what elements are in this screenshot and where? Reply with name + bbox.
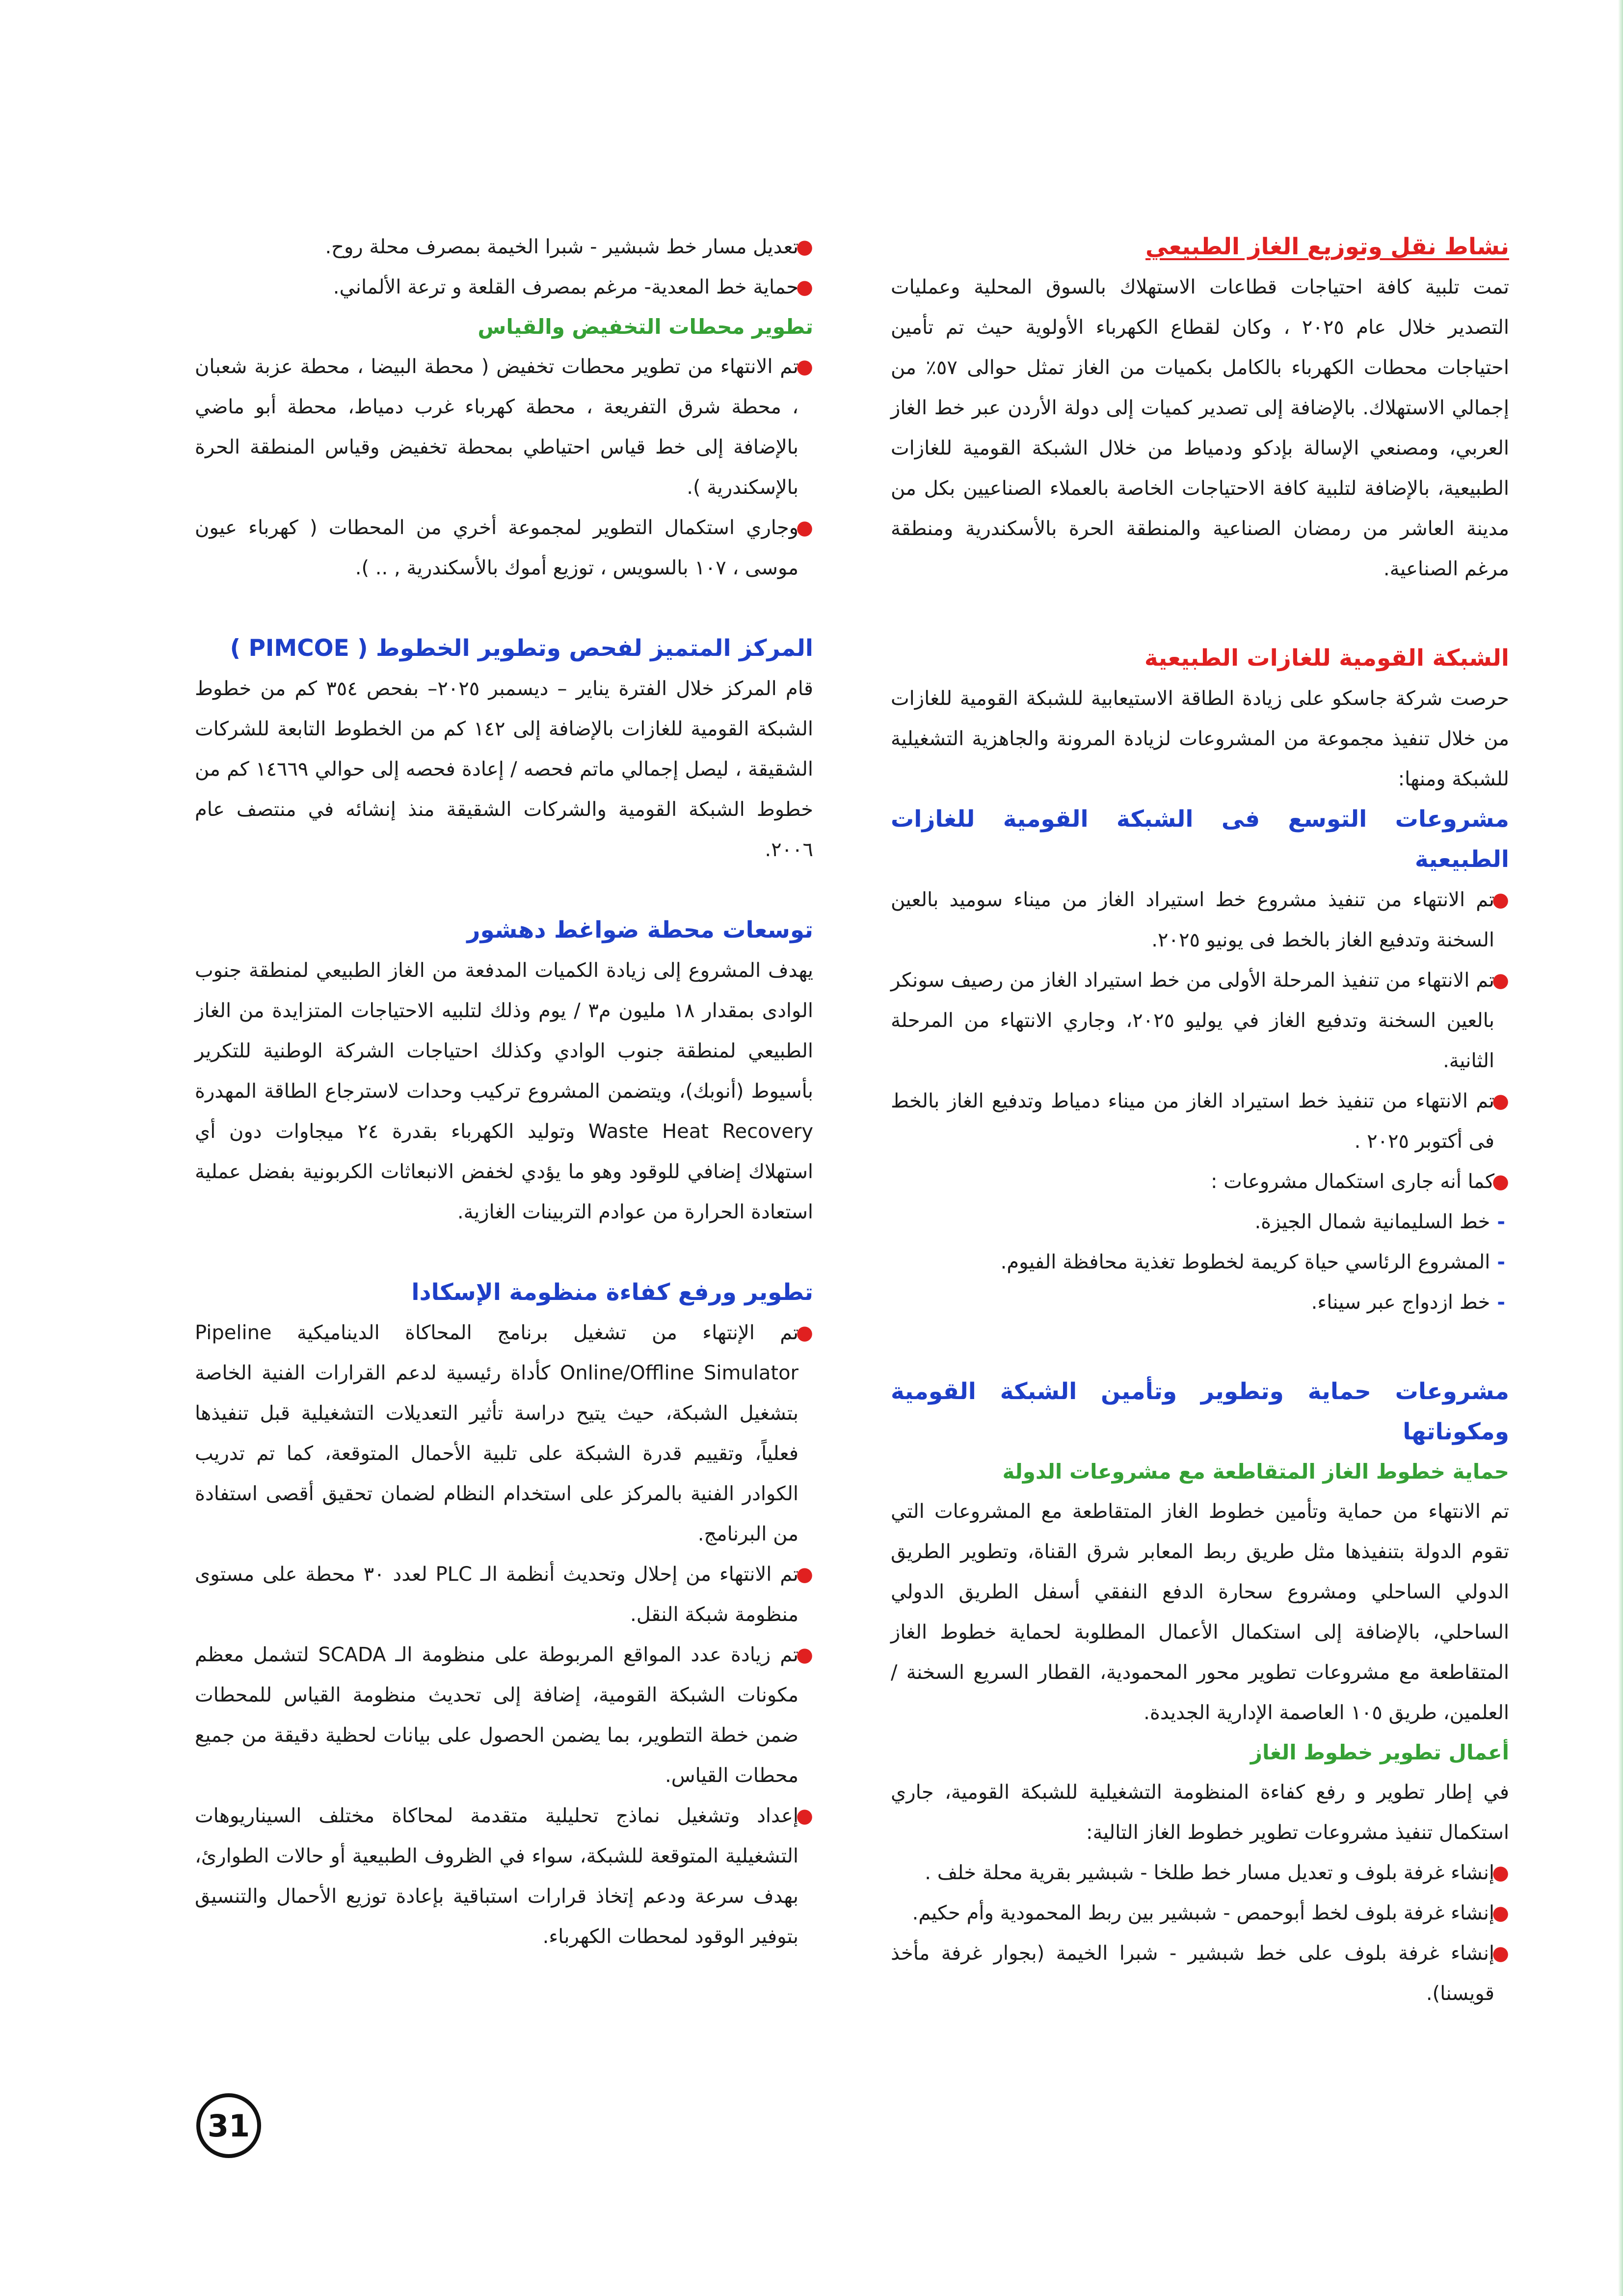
list-item: ● إنشاء غرفة بلوف و تعديل مسار خط طلخا - شبشير بقرية محلة خلف . [891,1853,1509,1893]
heading-gas-transport: نشاط نقل وتوزيع الغاز الطبيعي [1145,233,1509,260]
list-item: ● تم الإنتهاء من تشغيل برنامج المحاكاة الديناميكية Pipeline Online/Offline Simulator كأداة رئيسية لدعم القرارات الفنية الخاصة بتشغيل الشبكة، حيث يتيح دراسة تأثير التعديلات التشغيلية قبل تنفيذها فعلياً، وتقييم قدرة الشبكة على تلبية الأحمال المتوقعة، كما تم تدريب الكوادر الفنية بالمركز على استخدام النظام لضمان تحقيق أقصى استفادة من البرنامج. [195,1313,813,1554]
list-reduction-stations [195,347,813,588]
list-scada [195,1313,813,1957]
list-continued [195,227,813,307]
bullet-dot: ● [1492,889,1509,911]
subheading-pipeline-development: أعمال تطوير خطوط الغاز [1250,1740,1509,1764]
heading-national-grid: الشبكة القومية للغازات الطبيعية [1144,645,1509,672]
list-expansion-projects [891,880,1509,1202]
subheading-reduction-stations: تطوير محطات التخفيض والقياس [478,315,813,339]
list-item: ● وجاري استكمال التطوير لمجموعة أخري من المحطات ( كهرباء عيون موسى ، ١٠٧ بالسويس ، توزيع أموك بالأسكندرية , .. ). [195,508,813,588]
list-item: ● تم الانتهاء من تنفيذ المرحلة الأولى من خط استيراد الغاز من رصيف سونكر بالعين السخنة وتدفيع الغاز في يوليو ٢٠٢٥، وجاري الانتهاء من المرحلة الثانية. [891,960,1509,1081]
page-number: 31 [196,2093,261,2158]
bullet-dot: ● [796,516,813,539]
paragraph-national-grid: حرصت شركة جاسكو على زيادة الطاقة الاستيعابية للشبكة القومية للغازات من خلال تنفيذ مجموعة من المشروعات لزيادة المرونة والجاهزية التشغيلية للشبكة ومنها: [891,687,1509,790]
bullet-dot: ● [796,236,813,258]
page-edge-strip [1618,0,1623,2296]
bullet-dot: ● [1492,1170,1509,1193]
list-item: ● تم الانتهاء من تطوير محطات تخفيض ( محطة البيضا ، محطة عزبة شعبان ، محطة شرق التفريعة ، محطة كهرباء غرب دمياط، محطة أبو ماضي بالإضافة إلى خط قياس احتياطي بمحطة تخفيض وقياس المنطقة الحرة بالإسكندرية ). [195,347,813,508]
subheading-grid-expansion: مشروعات التوسع فى الشبكة القومية للغازات الطبيعية [891,806,1509,873]
bullet-dot: ● [796,1805,813,1827]
list-item: ● تعديل مسار خط شبشير - شبرا الخيمة بمصرف محلة روح. [195,227,813,267]
list-item: ● تم الانتهاء من تنفيذ خط استيراد الغاز من ميناء دمياط وتدفيع الغاز بالخط فى أكتوبر ٢٠٢٥ . [891,1081,1509,1162]
list-item: -المشروع الرئاسي حياة كريمة لخطوط تغذية محافظة الفيوم. [1000,1251,1505,1273]
list-valve-rooms [891,1853,1509,2014]
list-item: -خط السليمانية شمال الجيزة. [1254,1211,1505,1233]
subheading-crossing-lines: حماية خطوط الغاز المتقاطعة مع مشروعات الدولة [1002,1459,1509,1484]
bullet-dot: ● [796,1644,813,1666]
left-column [195,227,813,1957]
paragraph-crossing-lines: تم الانتهاء من حماية وتأمين خطوط الغاز المتقاطعة مع المشروعات التي تقوم الدولة بتنفيذها مثل طريق ربط المعابر شرق القناة، وتطوير الطريق الدولي الساحلي ومشروع سحارة الدفع النفقي أسفل الطريق الدولي الساحلي، بالإضافة إلى استكمال الأعمال المطلوبة لحماية خطوط الغاز المتقاطعة مع مشروعات تطوير محور المحمودية، القطار السريع السخنة / العلمين، طريق ١٠٥ العاصمة الإدارية الجديدة. [891,1500,1509,1724]
list-item: -خط ازدواج عبر سيناء. [1311,1291,1505,1314]
paragraph-gas-transport: تمت تلبية كافة احتياجات قطاعات الاستهلاك بالسوق المحلية وعمليات التصدير خلال عام ٢٠٢٥ ، وكان لقطاع الكهرباء الأولوية حيث تم تأمين احتياجات محطات الكهرباء بالكامل بكميات من الغاز تمثل حوالى ٥٧٪ من إجمالي الاستهلاك. بالإضافة إلى تصدير كميات إلى دولة الأردن عبر خط الغاز العربي، ومصنعي الإسالة بإدكو ودمياط من خلال الشبكة القومية للغازات الطبيعية، بالإضافة لتلبية كافة الاحتياجات الخاصة بالعملاء الصناعيين بكل من مدينة العاشر من رمضان الصناعية والمنطقة الحرة بالأسكندرية ومنطقة مرغم الصناعية. [891,276,1510,580]
list-item: ● إنشاء غرفة بلوف لخط أبوحمص - شبشير بين ربط المحمودية وأم حكيم. [891,1893,1509,1933]
bullet-dot: ● [796,1322,813,1344]
list-item: ● كما أنه جارى استكمال مشروعات : [891,1162,1509,1202]
paragraph-dahshour-compressors: يهدف المشروع إلى زيادة الكميات المدفعة من الغاز الطبيعي لمنطقة جنوب الوادى بمقدار ١٨ مليون م٣ / يوم وذلك لتلبيه الاحتياجات المتزايدة من الغاز الطبيعي لمنطقة جنوب الوادي وكذلك احتياجات الشركة الوطنية للتكرير بأسيوط (أنوبك)، ويتضمن المشروع تركيب وحدات لاسترجاع الطاقة المهدرة Waste Heat Recovery وتوليد الكهرباء بقدرة ٢٤ ميجاوات دون أي استهلاك إضافي للوقود وهو ما يؤدي لخفض الانبعاثات الكربونية بفضل عملية استعادة الحرارة من عوادم التربينات الغازية. [195,959,813,1223]
bullet-dot: ● [1492,1902,1509,1924]
heading-grid-protection: مشروعات حماية وتطوير وتأمين الشبكة القومية ومكوناتها [891,1378,1509,1445]
bullet-dot: ● [796,355,813,378]
list-ongoing-projects [891,1202,1509,1323]
list-item: ● تم الانتهاء من تنفيذ مشروع خط استيراد الغاز من ميناء سوميد بالعين السخنة وتدفيع الغاز بالخط فى يونيو ٢٠٢٥. [891,880,1509,960]
bullet-dot: ● [1492,1862,1509,1884]
heading-scada: تطوير ورفع كفاءة منظومة الإسكادا [411,1279,813,1306]
bullet-dot: ● [1492,1942,1509,1965]
bullet-dot: ● [796,276,813,298]
paragraph-pimcoe: قام المركز خلال الفترة يناير – ديسمبر ٢٠٢٥– بفحص ٣٥٤ كم من خطوط الشبكة القومية للغازات بالإضافة إلى ١٤٢ كم من الخطوط التابعة للشركات الشقيقة ، ليصل إجمالي ماتم فحصه / إعادة فحصه إلى حوالي ١٤٦٦٩ كم من خطوط الشبكة القومية والشركات الشقيقة منذ إنشائه في منتصف عام ٢٠٠٦. [195,677,814,861]
paragraph-pipeline-development: في إطار تطوير و رفع كفاءة المنظومة التشغيلية للشبكة القومية، جاري استكمال تنفيذ مشروعات تطوير خطوط الغاز التالية: [891,1781,1509,1844]
bullet-dot: ● [796,1563,813,1586]
heading-pimcoe: المركز المتميز لفحص وتطوير الخطوط ( PIMCOE ) [230,635,813,662]
list-item: ● إنشاء غرفة بلوف على خط شبشير - شبرا الخيمة (بجوار غرفة مأخذ قويسنا). [891,1933,1509,2014]
heading-dahshour-compressors: توسعات محطة ضواغط دهشور [467,917,813,944]
list-item: ● إعداد وتشغيل نماذج تحليلية متقدمة لمحاكاة مختلف السيناريوهات التشغيلية المتوقعة للشبكة، سواء في الظروف الطبيعية أو حالات الطوارئ، بهدف سرعة ودعم إتخاذ قرارات استباقية بإعادة توزيع الأحمال والتنسيق بتوفير الوقود لمحطات الكهرباء. [195,1796,813,1957]
bullet-dot: ● [1492,969,1509,992]
right-column [891,227,1509,2014]
list-item: ● حماية خط المعدية- مرغم بمصرف القلعة و ترعة الألماني. [195,267,813,307]
bullet-dot: ● [1492,1090,1509,1112]
list-item: ● تم الانتهاء من إحلال وتحديث أنظمة الـ PLC لعدد ٣٠ محطة على مستوى منظومة شبكة النقل. [195,1554,813,1635]
list-item: ● تم زيادة عدد المواقع المربوطة على منظومة الـ SCADA لتشمل معظم مكونات الشبكة القومية، إضافة إلى تحديث منظومة القياس للمحطات ضمن خطة التطوير، بما يضمن الحصول على بيانات لحظية دقيقة من جميع محطات القياس. [195,1635,813,1796]
